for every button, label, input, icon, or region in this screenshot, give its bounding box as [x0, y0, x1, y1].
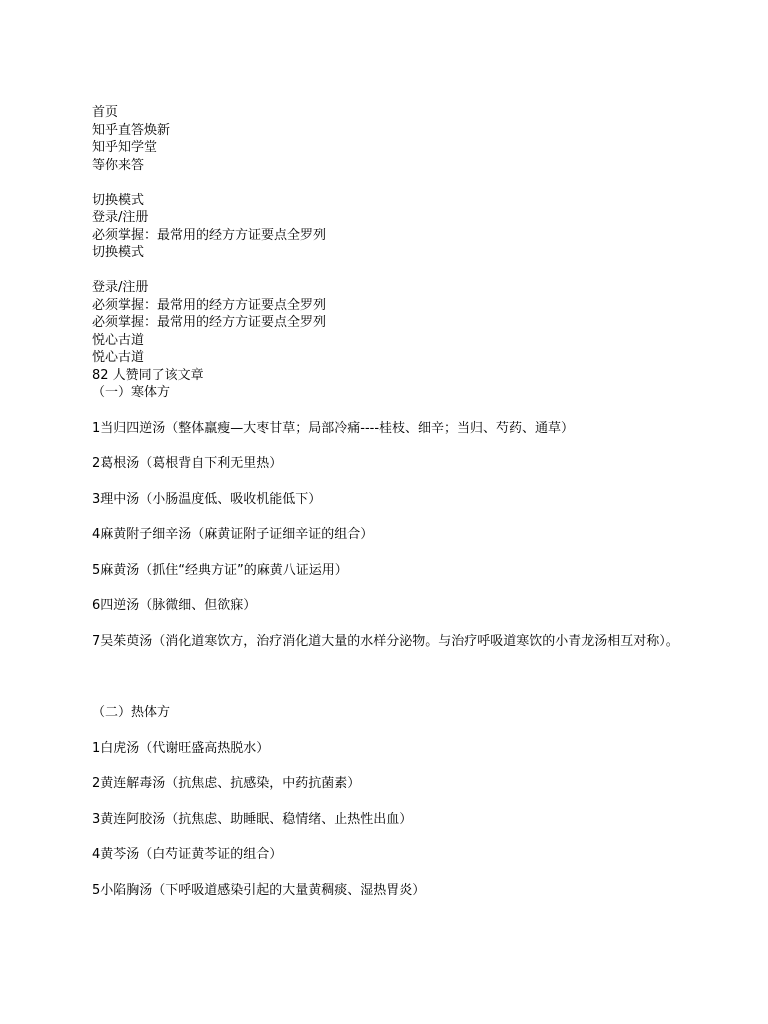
- spacer: [92, 722, 692, 740]
- list-item: 3理中汤（小肠温度低、吸收机能低下）: [92, 491, 322, 507]
- article-title-repeat-2: 必须掌握：最常用的经方方证要点全罗列: [92, 315, 327, 330]
- nav-home-link[interactable]: 首页: [92, 105, 119, 120]
- author-name-repeat[interactable]: 悦心古道: [92, 350, 145, 365]
- nav-zhihu-learning-link[interactable]: 知乎知学堂: [92, 140, 158, 155]
- list-item: 3黄连阿胶汤（抗焦虑、助睡眠、稳情绪、止热性出血）: [92, 811, 413, 827]
- section-title-hot: （二）热体方: [92, 705, 171, 720]
- list-item: 4黄芩汤（白芍证黄芩证的组合）: [92, 847, 283, 862]
- list-item: 7吴茱萸汤（消化道寒饮方，治疗消化道大量的水样分泌物。与治疗呼吸道寒饮的小青龙汤相互对称）。: [92, 633, 679, 649]
- author-name[interactable]: 悦心古道: [92, 332, 145, 348]
- list-item: 2黄连解毒汤（抗焦虑、抗感染，中药抗菌素）: [92, 776, 361, 791]
- list-item: 5小陷胸汤（下呼吸道感染引起的大量黄稠痰、湿热胃炎）: [92, 882, 426, 898]
- list-item: 5麻黄汤（抓住“经典方证”的麻黄八证运用）: [92, 562, 348, 578]
- spacer: [92, 650, 692, 704]
- list-item: 1白虎汤（代谢旺盛高热脱水）: [92, 740, 270, 756]
- list-item: 1当归四逆汤（整体羸瘦—大枣甘草；局部冷痛----桂枝、细辛；当归、芍药、通草）: [92, 420, 575, 436]
- nav-zhihu-direct-link[interactable]: 知乎直答焕新: [92, 122, 171, 138]
- article-page: [92, 104, 692, 899]
- list-item: 2葛根汤（葛根背自下利无里热）: [92, 456, 283, 471]
- switch-mode-button[interactable]: 切换模式: [92, 192, 145, 208]
- login-register-button[interactable]: 登录/注册: [92, 210, 149, 225]
- section-title-cold: （一）寒体方: [92, 385, 171, 400]
- spacer: [92, 174, 692, 192]
- list-item: 4麻黄附子细辛汤（麻黄证附子证细辛证的组合）: [92, 527, 374, 542]
- nav-waiting-answer-link[interactable]: 等你来答: [92, 157, 145, 173]
- list-item: 6四逆汤（脉微细、但欲寐）: [92, 598, 257, 613]
- login-register-button-secondary[interactable]: 登录/注册: [92, 280, 149, 295]
- spacer: [92, 262, 692, 280]
- article-title: 必须掌握：最常用的经方方证要点全罗列: [92, 227, 327, 243]
- likes-count: 82 人赞同了该文章: [92, 367, 204, 383]
- spacer: [92, 402, 692, 420]
- article-title-repeat: 必须掌握：最常用的经方方证要点全罗列: [92, 297, 327, 313]
- switch-mode-button-secondary[interactable]: 切换模式: [92, 245, 145, 260]
